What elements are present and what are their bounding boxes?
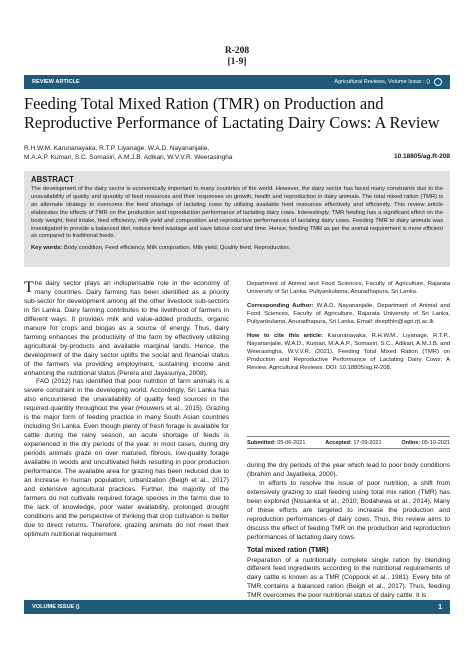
citation: How to cite this article: Karunanayaka, R.H.W.M., Liyanage, R.T.P., Nayananjalie, W.A.D., Kumari, M.A.A.P., Somasiri, S.C., Adikari, A.M.J.B. and Weerasingha, W.V.V.R. (2021). Feeding Total Mixed Ration (TMR) on Production and Reproductive Performance of Lactating Dairy Cows: A Review. Agricultural Reviews. DOI: 10.18805/ag.R-208. — [247, 333, 450, 372]
accepted-date: Accepted: 17-09-2021 — [325, 440, 382, 446]
left-column — [24, 280, 229, 540]
journal-info: Agricultural Reviews, Volume Issue : () — [334, 79, 430, 85]
drop-cap: T — [24, 279, 34, 296]
keywords — [31, 245, 443, 253]
footer-volume: VOLUME ISSUE () — [32, 604, 80, 610]
right-paragraph-1: during the dry periods of the year which lead to poor body conditions (Ibrahim and Jayatileka, 2000). — [247, 462, 450, 478]
page-number: 1 — [438, 603, 442, 611]
intro-paragraph-1: The dairy sector plays an indispensable role in the economy of many countries. Dairy farming has been identified as a priority sub-sector for development among all the other livestock sub-sectors in Sri Lanka. Dairy farming contributes to the livelihood of farmers in different ways. It provides milk and value-added products, organic manure for crops and biogas as a source of energy. Thus, dairy farming enhances the productivity of the farm by effectively utilizing agricultural by-products and available marginal lands. Hence, the development of the dairy sector uplifts the social and financial status of the farmers via providing employment, sustaining income and enhancing the nutritional status (Perera and Jayasuriya, 2008). — [24, 279, 229, 377]
footer-bar — [24, 600, 450, 614]
submitted-date: Submitted: 05-06-2021 — [247, 440, 306, 446]
corresponding-author: Corresponding Author: W.A.D. Nayananjalie, Department of Animal and Food Sciences, Faculty of Agriculture, Rajarata University of Sri Lanka, Puliyankulama, Anuradhapura, Sri Lanka. Email: deepthin@agri.rjt.ac.lk — [247, 303, 450, 326]
intro-paragraph-2: FAO (2012) has identified that poor nutrition of farm animals is a severe constraint in the developing world. Accordingly, Sri Lanka has also encountered the unavailability of quality feed sources in the required quantity throughout the year (Houwers et al., 2015). Grazing is the major form of feeding practice in many South Asian countries including Sri Lanka. Even though plenty of fresh forage is available for cattle during the rainy season, an acute shortage of feeds is experienced in the dry periods of the year. In most cases, during dry periods animals graze on over matured, fibrous, low-quality forage available in woods and uncultivated fields resulting in poor production performance. The available area for grazing has been reduced due to an increase in human population, urbanization (Beigh et al., 2017) and extensive agricultural practices. Further, the majority of the farmers do not cultivate required forage species in the farms due to the lack of knowledge, poor water availability, prolonged drought conditions and the perspective of thinking that crop cultivation is better due to direct returns. Therefore, grazing animals do not meet their optimum nutritional requirement — [24, 378, 229, 538]
abstract-text: The development of the dairy sector is economically important to many countries of the world. However, the dairy sector has faced many constraints due to the unavailability of quality and quantity of feed resources and their responses on growth, health and reproduction in dairy animals. The total mixed ration (TMR) is an alternate strategy to overcome the feed shortage of lactating cows by utilizing available feed resources effectively and efficiently. This review article elaborates the effects of TMR on the production and reproduction performance of lactating dairy cows. Interestingly, TMR feeding has a significant effect on the body weight, feed intake, feed efficiency, milk yield and composition and reproductive performances of lactating dairy cows. Feeding TMR to dairy animals was investigated to provide a balanced diet, reduce feed wastage and save labour cost and time. Hence, feeding TMR as per the animal requirement is more efficient as compared to traditional feeds. — [31, 186, 443, 240]
reference-block — [0, 46, 474, 68]
authors-line-2: M.A.A.P. Kumari, S.C. Somasiri, A.M.J.B. Adikari, W.V.V.R. Weerasingha — [24, 154, 233, 161]
authors-line-1: R.H.W.M. Karunanayaka, R.T.P. Liyanage, W.A.D. Nayananjalie, — [24, 145, 210, 152]
section-heading-tmr: Total mixed ration (TMR) — [247, 546, 329, 554]
dates-divider — [247, 448, 450, 449]
right-paragraph-3: Preparation of a nutritionally complete single ration by blending different feed ingredients according to the nutritional requirements of dairy cattle is known as a TMR (Coppock et al., 1981). Every bite of TMR contains a balanced ration (Beigh et al., 2017). Thus, feeding TMR overcomes the poor nutritional status of dairy cattle. It is — [247, 556, 450, 600]
right-paragraph-2: In efforts to resolve the issue of poor nutrition, a shift from extensively grazing to stall feeding using total mix ration (TMR) has been explored (Nissanka et al., 2010; Bodahewa et al., 2014). Many of these efforts are targeted to increase the production and reproduction performances of dairy cows. Thus, this review aims to discuss the effect of feeding TMR on the production and reproduction performances of lactating dairy cows. — [247, 479, 450, 541]
reference-pages: [1-9] — [227, 57, 247, 67]
article-dates — [247, 436, 450, 446]
abstract-heading: ABSTRACT — [31, 175, 74, 184]
right-column — [247, 462, 450, 601]
affiliations-block — [247, 280, 450, 372]
reference-code: R-208 — [224, 46, 250, 56]
journal-header-bar — [24, 75, 450, 89]
open-access-icon — [434, 78, 442, 86]
keywords-text: Body condition, Feed efficiency, Milk composition, Milk yield, Quality feed, Reproduction. — [63, 245, 291, 252]
article-type: REVIEW ARTICLE — [32, 79, 80, 85]
department-affiliation: Department of Animal and Food Sciences, Faculty of Agriculture, Rajarata University of Sri Lanka, Puliyankulama, Anuradhapura, Sri Lanka. — [247, 281, 450, 296]
author-list — [24, 144, 450, 162]
doi[interactable]: 10.18805/ag.R-208 — [393, 153, 450, 160]
article-title: Feeding Total Mixed Ration (TMR) on Production and Reproductive Performance of Lactating Dairy Cows: A Review — [24, 94, 440, 132]
keywords-label: Key words: — [31, 245, 63, 252]
online-date: Online: 05-10-2021 — [401, 440, 450, 446]
abstract-box — [24, 171, 450, 267]
